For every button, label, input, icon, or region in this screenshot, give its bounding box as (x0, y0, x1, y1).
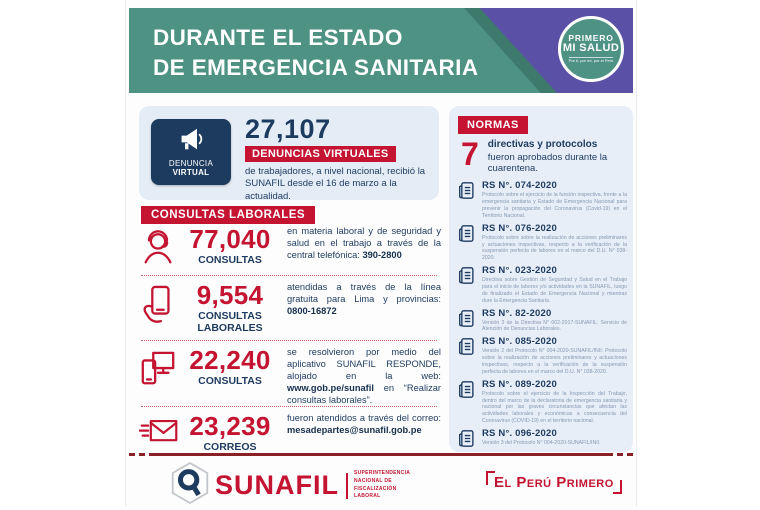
norma-item (458, 379, 627, 425)
normas-count: 7 (461, 136, 479, 172)
header-banner (129, 8, 633, 93)
norma-title: RS N°. 076-2020 (482, 222, 557, 234)
stat-text: en materia laboral y de seguridad y salud en el trabajo a través de la central telefónica: (287, 226, 441, 260)
norma-body (482, 379, 627, 425)
sunafil-logo-subtext: SUPERINTENDENCIA NACIONAL DE FISCALIZACIÓN LABORAL (354, 470, 411, 500)
sunafil-logo (170, 461, 420, 510)
badge-line2: MI SALUD (562, 42, 620, 55)
phone-hand-icon (139, 284, 179, 331)
norma-item (458, 265, 627, 304)
normas-count-text (488, 139, 616, 175)
norma-item (458, 180, 627, 219)
document-icon (458, 429, 477, 452)
norma-body (482, 223, 627, 262)
phone-monitor-icon (139, 349, 179, 394)
norma-title: RS N°. 085-2020 (482, 336, 557, 348)
stat-number-block (179, 347, 281, 387)
norma-body (482, 428, 627, 452)
footer-divider-line (129, 453, 633, 456)
stat-text-post: en “Realizar consultas laborales”. (287, 382, 441, 405)
consultas-laborales-banner: CONSULTAS LABORALES (141, 206, 315, 224)
norma-title: RS N°. 82-2020 (482, 307, 552, 319)
envelope-icon (139, 415, 179, 454)
stat-label: CORREOS (203, 441, 257, 453)
norma-body (482, 180, 627, 219)
norma-body (482, 308, 627, 334)
stat-text-bold: mesadepartes@sunafil.gob.pe (287, 424, 422, 435)
denuncias-description: de trabajadores, a nivel nacional, recibió la SUNAFIL desde el 16 de marzo a la actualidad. (245, 166, 426, 202)
dotted-divider (141, 406, 437, 407)
sunafil-wordmark: SUNAFIL (215, 470, 339, 500)
stat-description (287, 413, 441, 437)
dotted-divider (141, 275, 437, 276)
stat-text-bold: 0800-16872 (287, 305, 337, 316)
stat-value: 77,040 (189, 224, 271, 254)
stat-text-bold: 390-2800 (362, 249, 402, 260)
norma-item (458, 308, 627, 334)
stat-text-bold: www.gob.pe/sunafil (287, 382, 374, 393)
denuncias-badge: DENUNCIAS VIRTUALES (245, 146, 396, 162)
stat-label: CONSULTAS (198, 375, 262, 387)
stat-description (287, 282, 441, 318)
document-icon (458, 224, 477, 262)
norma-title: RS N°. 023-2020 (482, 265, 557, 277)
stat-text: atendidas a través de la línea gratuita para Lima y provincias: (287, 282, 441, 304)
norma-description: Protocolo sobre el ejercicio de la función inspectiva, frente a la emergencia sanitaria y Estado de Emergencia Nacional para prevenir la propagación del Coronavirus (Covid-19) en el Territorio Nacional. (482, 192, 627, 219)
norma-description: Directiva sobre Gestión de Seguridad y Salud en el Trabajo para el inicio de labores y/o actividades en la SUNAFIL, luego de finalizado el Estado de Emergencia Nacional y mientras dure la Emergencia Sanitaria. (482, 277, 627, 304)
el-peru-primero-logo (486, 471, 622, 494)
norma-description: Protocolo sobre el ejercicio de la Inspección del Trabajo, dentro del marco de la declaratoria de emergencia sanitaria y nacional por las graves circunstancias que afectan las actividades laborales y económicas a consecuencia del Coronavirus (COVID-19) en el territorio nacional. (482, 390, 627, 425)
operator-headset-icon (139, 228, 179, 273)
normas-count-row (461, 136, 633, 175)
norma-item (458, 336, 627, 375)
stat-value: 22,240 (189, 345, 271, 375)
stat-description (287, 226, 441, 262)
norma-body (482, 336, 627, 375)
dotted-divider (141, 340, 437, 341)
stat-description (287, 347, 441, 406)
stat-row-telefonica (139, 226, 441, 273)
stat-label: CONSULTAS (198, 254, 262, 266)
norma-description: Versión 3 del Protocolo N° 004-2020-SUNAFIL/INII. (482, 440, 601, 447)
tile-label-line1: DENUNCIA (168, 159, 214, 168)
stat-value: 9,554 (196, 280, 264, 310)
stat-number-block (179, 226, 281, 266)
normas-panel (449, 106, 633, 452)
norma-description: Versión 2 del Protocolo N° 004-2020-SUNAFIL/INII: Protocolo sobre la realización de acciones preliminares y actuaciones inspectivas, respecto a la verificación de la suspensión perfecta de labores en el marco del D.U. N° 038-2020. (482, 348, 627, 375)
document-icon (458, 337, 477, 375)
norma-title: RS N°. 074-2020 (482, 180, 557, 192)
stat-number-block (179, 413, 281, 453)
stat-number-block (179, 282, 281, 334)
tile-label-line2: VIRTUAL (172, 168, 210, 177)
primero-mi-salud-badge (558, 16, 624, 82)
norma-item (458, 428, 627, 452)
norma-item (458, 223, 627, 262)
badge-line1: PRIMERO (568, 33, 614, 44)
norma-description: Protocolo sobre sobre la realización de acciones preliminares y actuaciones inspectivas, respecto a la verificación de la suspensión perfecta de labores en el marco del D.U. N° 038-2020. (482, 234, 627, 262)
norma-description: Versión 3 de la Directiva N° 002-2017-SUNAFIL: Servicio de Atención de Denuncias Laborales. (482, 319, 627, 333)
denuncia-virtual-tile (151, 119, 231, 185)
norma-title: RS N°. 089-2020 (482, 378, 557, 390)
magnifier-hexagon-icon (170, 461, 210, 510)
document-icon (458, 181, 477, 219)
normas-banner: NORMAS (458, 116, 528, 134)
page-title-line2: DE EMERGENCIA SANITARIA (153, 54, 479, 80)
page-title (153, 23, 478, 82)
megaphone-icon (177, 127, 205, 156)
stat-row-sunafil-responde (139, 347, 441, 406)
page-title-line1: DURANTE EL ESTADO (153, 25, 403, 50)
normas-count-text-bold: directivas y protocolos (487, 139, 598, 150)
stat-row-correos (139, 413, 441, 454)
stat-row-linea-gratuita (139, 282, 441, 334)
norma-body (482, 265, 627, 304)
document-icon (458, 309, 477, 334)
stat-label: CONSULTAS LABORALES (197, 310, 263, 335)
norma-title: RS N°. 096-2020 (482, 428, 557, 440)
document-icon (458, 380, 477, 425)
badge-tagline: Por ti, por mí, por el Perú (568, 58, 614, 64)
stat-text: fueron atendidos a través del correo: (287, 413, 441, 423)
slogan-text: El Perú Primero (494, 474, 614, 491)
stat-text: se resolvieron por medio del aplicativo SUNAFIL RESPONDE, alojado en la web: (287, 347, 441, 381)
denuncias-count: 27,107 (245, 114, 331, 144)
stat-value: 23,239 (189, 411, 271, 441)
document-icon (458, 266, 477, 304)
logo-divider (346, 473, 348, 499)
denuncia-virtual-card (139, 106, 439, 200)
sunafil-infographic (125, 0, 637, 507)
normas-count-text-rest: fueron aprobados durante la cuarentena. (487, 151, 608, 175)
